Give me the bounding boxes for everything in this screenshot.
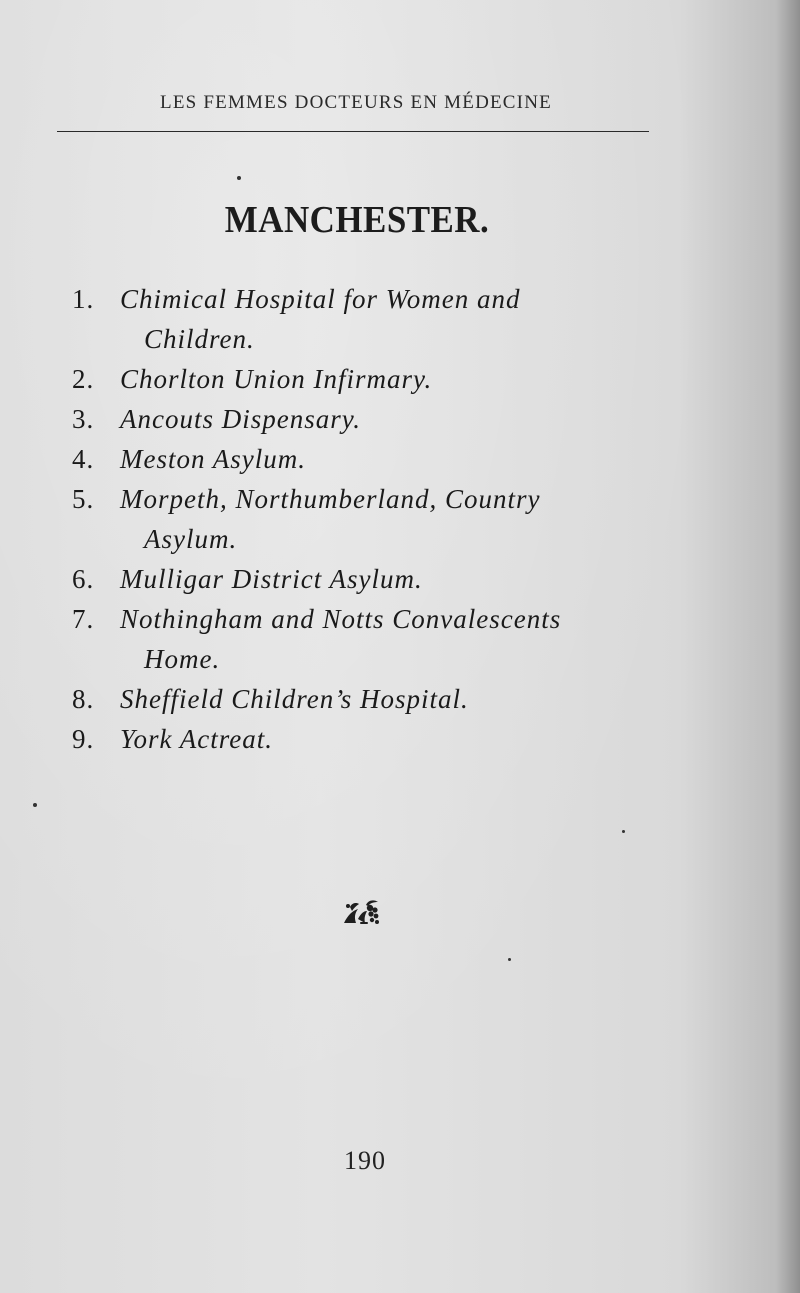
item-label: Meston Asylum. — [120, 444, 306, 474]
item-number: 4. — [72, 444, 95, 474]
item-label — [120, 279, 666, 359]
item-line: Nothingham and Notts Convalescents — [120, 604, 562, 634]
list-item — [72, 679, 672, 719]
item-number: 9. — [72, 724, 95, 754]
item-number: 8. — [72, 684, 95, 714]
list-item — [72, 279, 672, 359]
item-line-continuation: Children. — [144, 324, 255, 354]
item-label — [120, 599, 666, 679]
print-speck — [237, 176, 241, 180]
print-speck — [33, 803, 37, 807]
header-rule — [57, 131, 649, 132]
item-number: 6. — [72, 564, 95, 594]
item-number: 7. — [72, 604, 95, 634]
item-number: 3. — [72, 404, 95, 434]
item-label: Ancouts Dispensary. — [120, 404, 361, 434]
item-label: Sheffield Children’s Hospital. — [120, 684, 469, 714]
item-label — [120, 479, 666, 559]
print-speck — [508, 958, 511, 961]
running-head: LES FEMMES DOCTEURS EN MÉDECINE — [160, 92, 552, 113]
item-number: 2. — [72, 364, 95, 394]
page-number: 190 — [344, 1146, 386, 1175]
list-item — [72, 399, 672, 439]
item-label: Mulligar District Asylum. — [120, 564, 423, 594]
item-label: Chorlton Union Infirmary. — [120, 364, 433, 394]
list-item — [72, 359, 672, 399]
list-item — [72, 599, 672, 679]
item-line-continuation: Home. — [144, 644, 221, 674]
hospital-list — [72, 279, 672, 759]
list-item — [72, 479, 672, 559]
list-item — [72, 559, 672, 599]
item-number: 5. — [72, 484, 95, 514]
floral-ornament-icon — [340, 897, 386, 931]
list-item — [72, 719, 672, 759]
item-label: York Actreat. — [120, 724, 274, 754]
print-speck — [622, 830, 625, 833]
item-line-continuation: Asylum. — [144, 524, 238, 554]
section-title: MANCHESTER. — [224, 199, 490, 241]
item-line: Chimical Hospital for Women and — [120, 284, 521, 314]
list-item — [72, 439, 672, 479]
item-line: Morpeth, Northumberland, Country — [120, 484, 541, 514]
item-number: 1. — [72, 284, 95, 314]
